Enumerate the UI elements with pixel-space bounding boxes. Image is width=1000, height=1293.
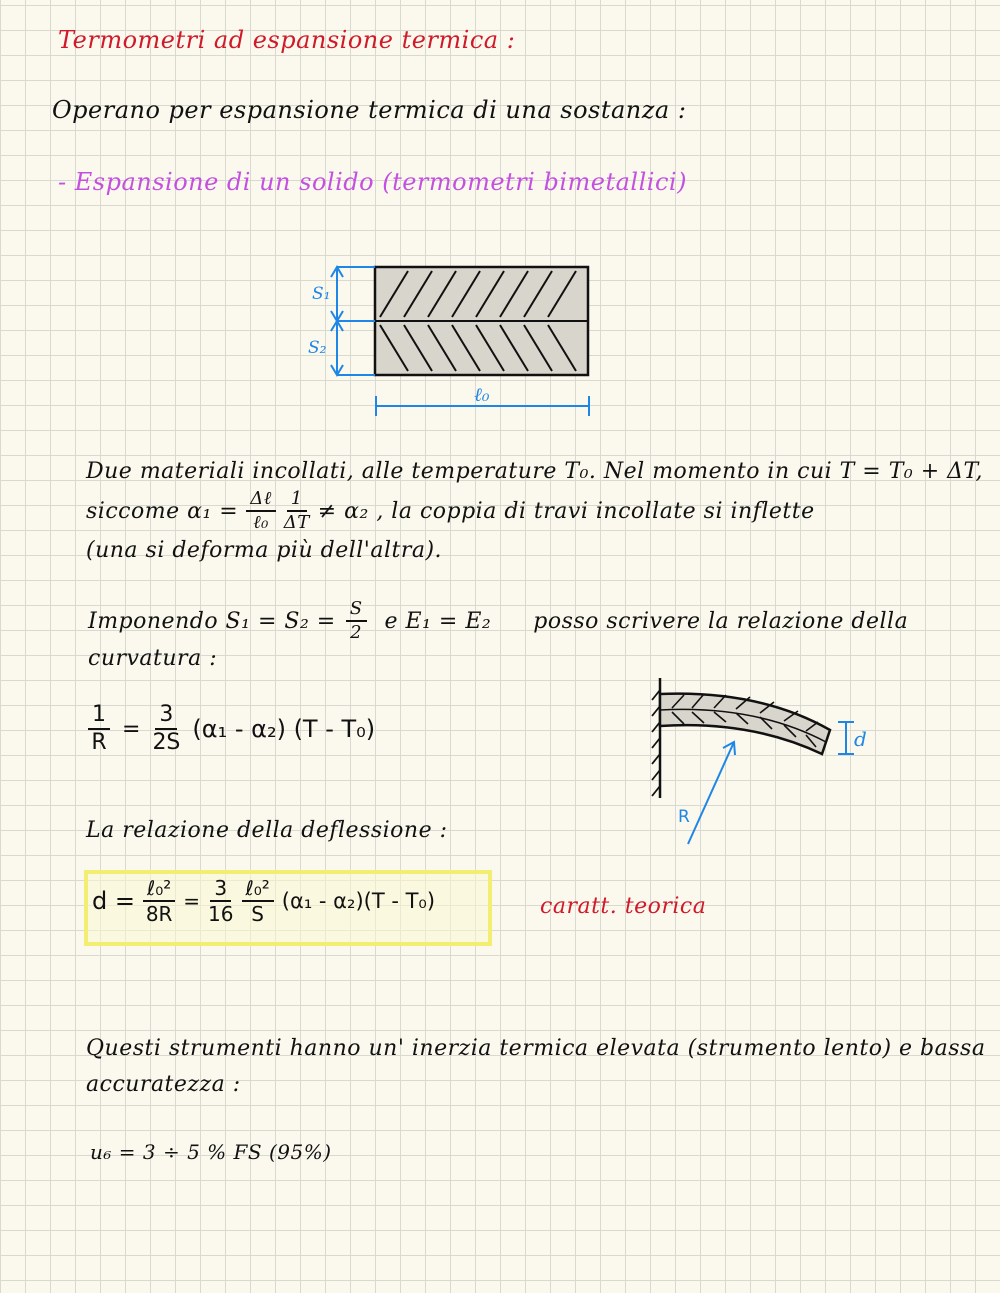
label-d: d <box>854 727 867 751</box>
defl-f2-den: 16 <box>208 902 234 926</box>
s-half-fraction <box>346 600 367 642</box>
label-l0: ℓ₀ <box>474 384 490 406</box>
curv-rhs-den: 2S <box>152 730 181 755</box>
label-s1: S₁ <box>312 284 331 304</box>
bullet-solid-expansion: - Espansione di un solido (termometri bimetallici) <box>58 168 687 196</box>
theoretical-characteristic-note: caratt. teorica <box>540 894 707 919</box>
bimetal-strip-diagram <box>300 255 610 425</box>
uncertainty-formula: u₆ = 3 ÷ 5 % FS (95%) <box>90 1140 332 1164</box>
defl-d-eq: d = <box>92 887 135 915</box>
defl-frac1 <box>143 878 175 924</box>
label-s2: S₂ <box>308 338 327 358</box>
para2-line2: curvatura : <box>88 646 218 671</box>
para2-line1 <box>88 600 908 642</box>
defl-f2-num: 3 <box>210 878 231 902</box>
frac2-num: 1 <box>287 490 307 512</box>
curv-rhs-frac <box>152 704 180 754</box>
defl-f1-den: 8R <box>145 902 173 926</box>
s-half-num: S <box>346 600 367 622</box>
para1-line2 <box>86 490 815 532</box>
defl-f1-num: ℓ₀² <box>143 878 175 902</box>
deflection-formula <box>92 878 435 924</box>
deflection-label: La relazione della deflessione : <box>86 818 448 843</box>
curv-rhs-num: 3 <box>155 704 177 730</box>
curv-equals: = <box>122 716 141 742</box>
frac1-den: ℓ₀ <box>253 512 269 533</box>
inv-delta-t-fraction <box>284 490 310 532</box>
defl-frac2 <box>208 878 233 924</box>
s-half-den: 2 <box>350 622 363 643</box>
intro-text: Operano per espansione termica di una sostanza : <box>52 96 687 124</box>
para2-e-cond: e E₁ = E₂ <box>384 608 492 634</box>
defl-f3-num: ℓ₀² <box>242 878 274 902</box>
delta-l-fraction <box>246 490 276 532</box>
defl-frac3 <box>242 878 274 924</box>
defl-rest: (α₁ - α₂)(T - T₀) <box>281 889 436 913</box>
para2-posso: posso scrivere la relazione della <box>533 608 909 634</box>
curv-lhs-frac <box>88 704 110 754</box>
curv-lhs-den: R <box>91 730 107 755</box>
defl-equals: = <box>183 889 201 913</box>
page-title: Termometri ad espansione termica : <box>58 26 516 54</box>
frac1-num: Δℓ <box>246 490 276 512</box>
defl-f3-den: S <box>251 902 264 926</box>
dimension-s-arrows <box>331 267 375 375</box>
para2-imponendo: Imponendo S₁ = S₂ = <box>88 608 336 634</box>
curv-lhs-num: 1 <box>88 704 110 730</box>
bent-strip-outline <box>660 694 830 754</box>
para1-line3: (una si deforma più dell'altra). <box>86 538 443 563</box>
curv-rhs-rest: (α₁ - α₂) (T - T₀) <box>192 715 376 743</box>
para3-line1: Questi strumenti hanno un' inerzia termica elevata (strumento lento) e bassa <box>86 1036 986 1061</box>
curvature-formula <box>88 704 375 754</box>
para1-siccome: siccome α₁ = <box>86 498 239 524</box>
deflection-marker <box>838 722 854 754</box>
para1-inflette: ≠ α₂ , la coppia di travi incollate si inflette <box>317 498 815 524</box>
para3-line2: accuratezza : <box>86 1072 241 1097</box>
bent-strip-diagram <box>640 670 880 860</box>
para1-line1: Due materiali incollati, alle temperature T₀. Nel momento in cui T = T₀ + ΔT, <box>86 459 983 484</box>
radius-arrow <box>688 742 735 844</box>
label-r: R <box>678 807 690 827</box>
frac2-den: ΔT <box>283 512 310 533</box>
